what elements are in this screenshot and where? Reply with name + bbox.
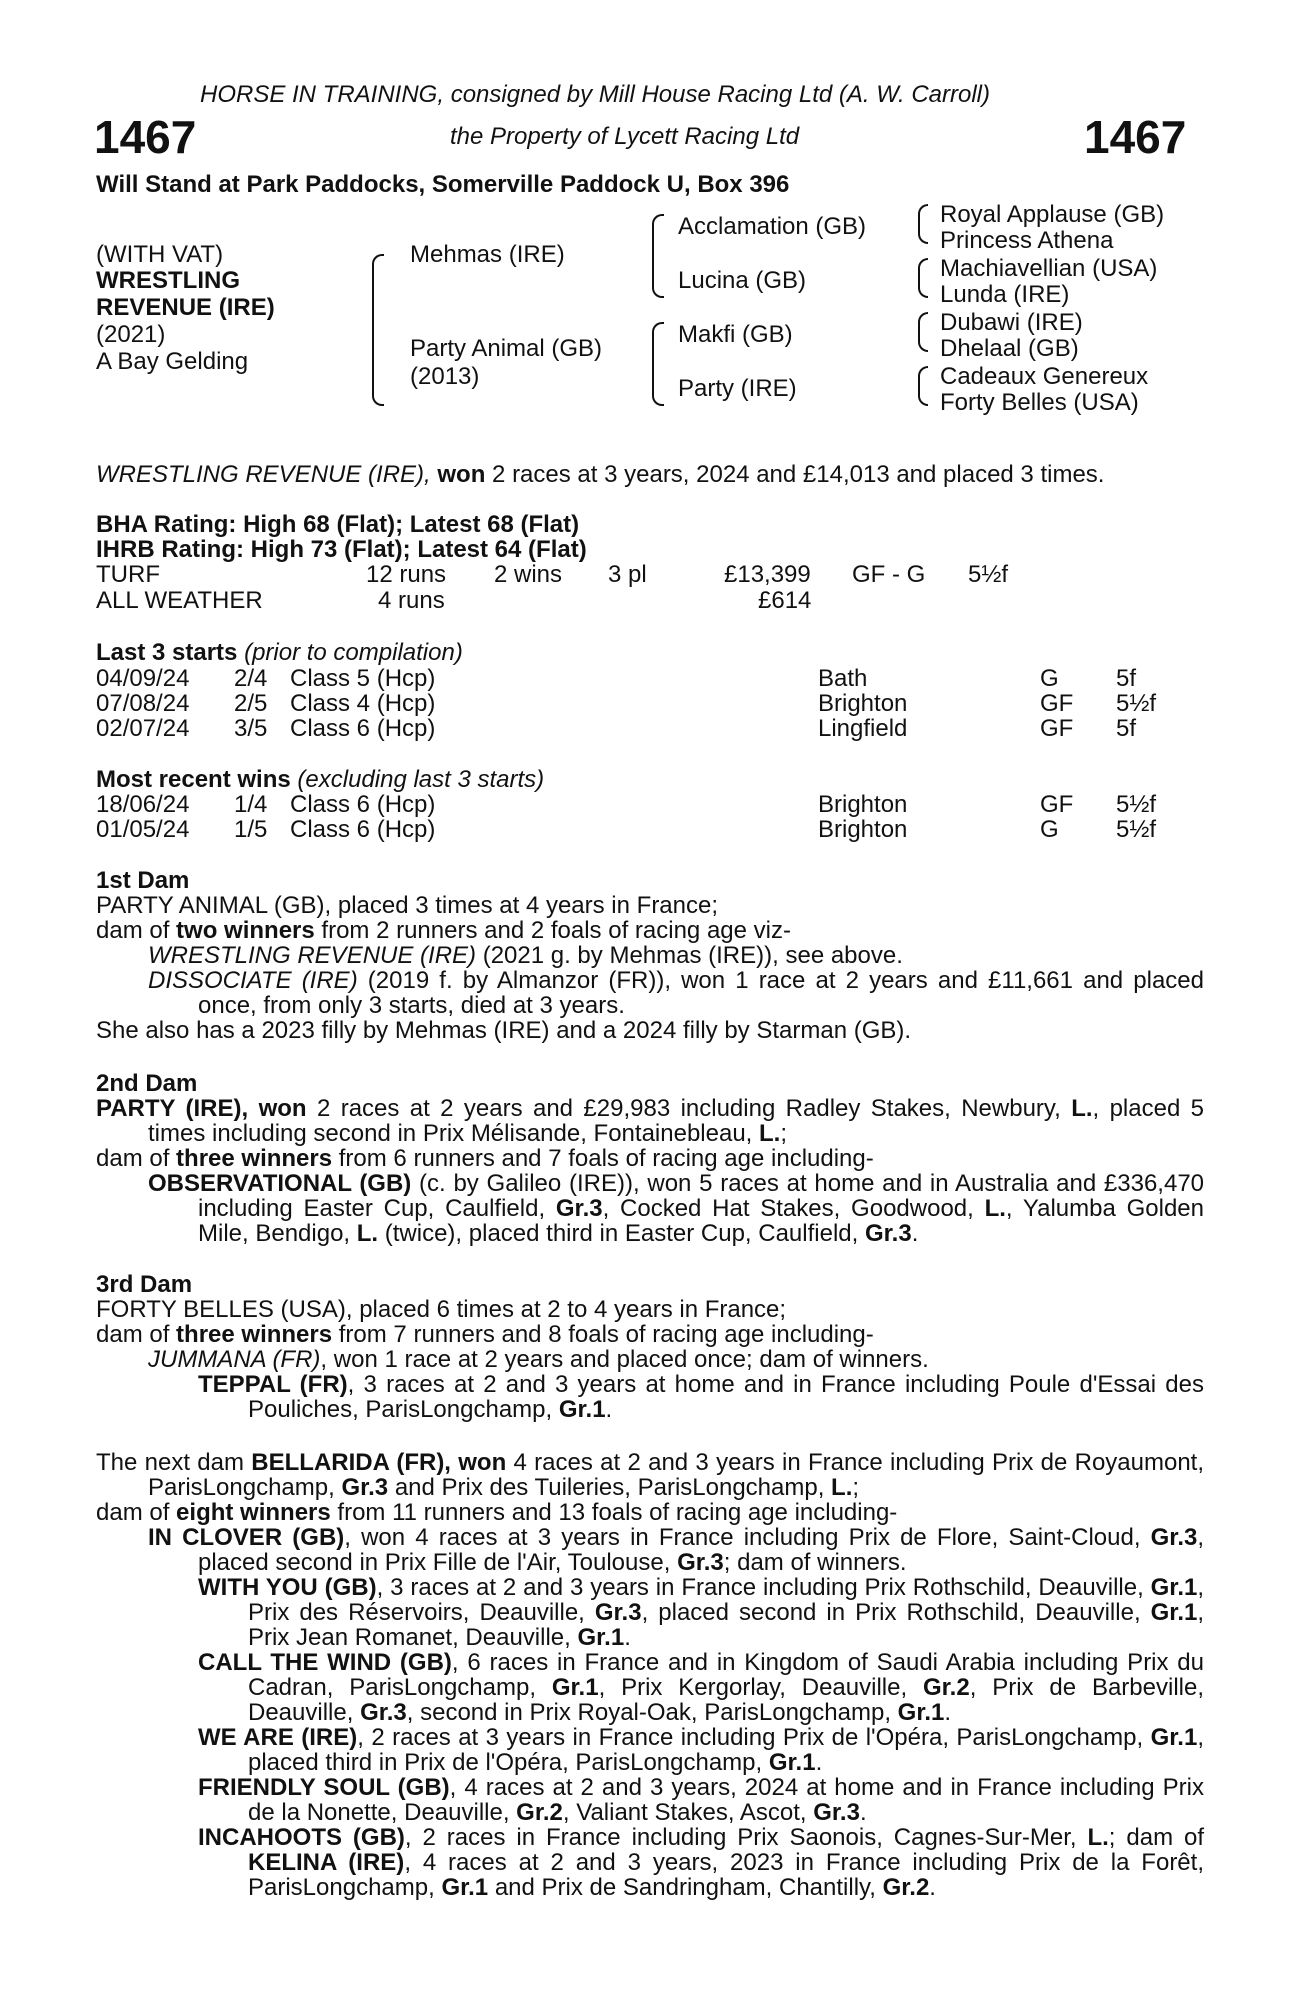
c2f: , placed second in Prix Rothschild, Deauville, bbox=[641, 1599, 1151, 1626]
horse-name-2: REVENUE (IRE) bbox=[96, 294, 275, 321]
dam2-p3b: (c. by Galileo (IRE)), won 5 races at home and in Australia and £336,470 including Easter Cup, Caulfield, bbox=[198, 1170, 1205, 1222]
consignor-line: HORSE IN TRAINING, consigned by Mill House Racing Ltd (A. W. Carroll) bbox=[200, 81, 990, 108]
dam2-p1e: , placed 5 times including second in Prix Mélisande, Fontainebleau, bbox=[148, 1095, 1205, 1147]
pedigree-brace-main bbox=[372, 254, 384, 406]
dam1-l2a: dam of bbox=[96, 917, 177, 944]
dam2-para1 bbox=[96, 1096, 1204, 1146]
last3-date: 07/08/24 bbox=[96, 690, 190, 717]
nextdam-p1c: 4 races at 2 and 3 years in France including Prix de Royaumont, ParisLongchamp, bbox=[148, 1449, 1205, 1501]
c2i: Gr.1 bbox=[577, 1624, 625, 1651]
ggs-brace-3 bbox=[918, 312, 928, 352]
bha-rating: BHA Rating: High 68 (Flat); Latest 68 (Flat) bbox=[96, 511, 580, 538]
c1d: , placed second in Prix Fille de l'Air, Toulouse, bbox=[198, 1524, 1205, 1576]
nextdam-p1e: and Prix des Tuileries, ParisLongchamp, bbox=[388, 1474, 832, 1501]
summary-rest: 2 races at 3 years, 2024 and £14,013 and placed 3 times. bbox=[492, 461, 1105, 488]
c3j: . bbox=[944, 1699, 952, 1726]
recent-heading-row bbox=[96, 767, 544, 793]
c3f: , Prix de Barbeville, Deauville, bbox=[248, 1674, 1204, 1726]
c4d: , placed third in Prix de l'Opéra, ParisLongchamp, bbox=[248, 1724, 1204, 1776]
nextdam-p1b: BELLARIDA (FR), won bbox=[251, 1449, 507, 1476]
pedigree-brace-dam bbox=[652, 322, 664, 406]
c5c: Gr.2 bbox=[516, 1799, 563, 1826]
dam2-p2b: three winners bbox=[176, 1145, 333, 1172]
last3-pos: 3/5 bbox=[234, 715, 268, 742]
surface-turf-dist: 5½f bbox=[968, 561, 1009, 588]
ggs-brace-2 bbox=[918, 258, 928, 298]
dam2-p2a: dam of bbox=[96, 1145, 177, 1172]
recent-dist: 5½f bbox=[1116, 816, 1157, 843]
nextdam-child-1 bbox=[96, 1525, 1204, 1575]
c3b: , 6 races in France and in Kingdom of Saudi Arabia including Prix du Cadran, ParisLongchamp, bbox=[248, 1649, 1205, 1701]
pedigree-brace-sire bbox=[652, 214, 664, 298]
c5d: , Valiant Stakes, Ascot, bbox=[562, 1799, 814, 1826]
c4a: WE ARE (IRE) bbox=[198, 1724, 358, 1751]
nextdam-p1a: The next dam bbox=[96, 1449, 252, 1476]
dam1-line3 bbox=[96, 943, 1204, 968]
c5b: , 4 races at 2 and 3 years, 2024 at home and in France including Prix de la Nonette, Deauville, bbox=[248, 1774, 1204, 1826]
ggs-5: Dubawi (IRE) bbox=[940, 309, 1083, 336]
ggs-8: Forty Belles (USA) bbox=[940, 389, 1139, 416]
c2b: , 3 races at 2 and 3 years in France including Prix Rothschild, Deauville, bbox=[376, 1574, 1151, 1601]
nextdam-p1f: L. bbox=[831, 1474, 853, 1501]
recent-date: 01/05/24 bbox=[96, 816, 190, 843]
race-summary bbox=[96, 462, 1104, 488]
c3e: Gr.2 bbox=[922, 1674, 970, 1701]
c6b: , 2 races in France including Prix Saonois, Cagnes-Sur-Mer, bbox=[404, 1824, 1088, 1851]
stand-location: Will Stand at Park Paddocks, Somerville Paddock U, Box 396 bbox=[96, 171, 790, 198]
recent-going: GF bbox=[1040, 791, 1074, 818]
granddam-1: Lucina (GB) bbox=[678, 267, 807, 294]
c1b: , won 4 races at 3 years in France including Prix de Flore, Saint-Cloud, bbox=[344, 1524, 1151, 1551]
recent-dist: 5½f bbox=[1116, 791, 1157, 818]
ggs-3: Machiavellian (USA) bbox=[940, 255, 1158, 282]
grandsire-2: Makfi (GB) bbox=[678, 321, 793, 348]
c5a: FRIENDLY SOUL (GB) bbox=[198, 1774, 450, 1801]
dam2-p3g: L. bbox=[356, 1220, 379, 1247]
c2e: Gr.3 bbox=[594, 1599, 642, 1626]
c3d: , Prix Kergorlay, Deauville, bbox=[598, 1674, 923, 1701]
dam2-section bbox=[96, 1071, 1204, 1246]
lot-number-left: 1467 bbox=[94, 111, 197, 163]
c3g: Gr.3 bbox=[360, 1699, 407, 1726]
dam3-p4c: Gr.1 bbox=[558, 1396, 606, 1423]
ggs-1: Royal Applause (GB) bbox=[940, 201, 1165, 228]
recent-course: Brighton bbox=[818, 791, 908, 818]
recent-going: G bbox=[1040, 816, 1059, 843]
c6f: , 4 races at 2 and 3 years, 2023 in France including Prix de la Forêt, ParisLongchamp, bbox=[248, 1849, 1204, 1901]
ihrb-rating: IHRB Rating: High 73 (Flat); Latest 64 (Flat) bbox=[96, 536, 587, 563]
recent-class: Class 6 (Hcp) bbox=[290, 816, 436, 843]
c2c: Gr.1 bbox=[1150, 1574, 1198, 1601]
last3-going: G bbox=[1040, 665, 1059, 692]
last3-course: Bath bbox=[818, 665, 868, 692]
c2a: WITH YOU (GB) bbox=[198, 1574, 377, 1601]
recent-date: 18/06/24 bbox=[96, 791, 190, 818]
dam2-p1g: ; bbox=[780, 1120, 788, 1147]
c6i: Gr.2 bbox=[882, 1874, 930, 1901]
last3-going: GF bbox=[1040, 690, 1074, 717]
horse-year: (2021) bbox=[96, 321, 166, 348]
dam3-section bbox=[96, 1272, 1204, 1422]
nextdam-p2a: dam of bbox=[96, 1499, 177, 1526]
recent-course: Brighton bbox=[818, 816, 908, 843]
c2g: Gr.1 bbox=[1150, 1599, 1198, 1626]
dam2-p1c: 2 races at 2 years and £29,983 including Radley Stakes, Newbury, bbox=[306, 1095, 1072, 1122]
last3-course: Brighton bbox=[818, 690, 908, 717]
dam2-p3j: . bbox=[911, 1220, 919, 1247]
summary-won: won bbox=[437, 461, 486, 488]
c4b: , 2 races at 3 years in France including Prix de l'Opéra, ParisLongchamp, bbox=[357, 1724, 1151, 1751]
recent-pos: 1/4 bbox=[234, 791, 268, 818]
dam3-para2 bbox=[96, 1322, 1204, 1347]
last3-heading-row bbox=[96, 640, 463, 666]
c2d: , Prix des Réservoirs, Deauville, bbox=[248, 1574, 1205, 1626]
ggs-2: Princess Athena bbox=[940, 227, 1114, 254]
dam1-l4b: (2019 f. by Almanzor (FR)), won 1 race at 2 years and £11,661 and placed once, from only 3 starts, died at 3 years. bbox=[198, 967, 1204, 1019]
dam2-p1b: won bbox=[248, 1095, 307, 1122]
dam2-p1d: L. bbox=[1071, 1095, 1093, 1122]
nextdam-p1d: Gr.3 bbox=[341, 1474, 389, 1501]
c3h: , second in Prix Royal-Oak, ParisLongchamp, bbox=[406, 1699, 898, 1726]
nextdam-p1g: ; bbox=[852, 1474, 860, 1501]
dam3-p4d: . bbox=[605, 1396, 613, 1423]
surface-aw-runs: 4 runs bbox=[378, 587, 445, 614]
surface-turf-label: TURF bbox=[96, 561, 160, 588]
nextdam-p2b: eight winners bbox=[176, 1499, 331, 1526]
c4f: . bbox=[815, 1749, 823, 1776]
dam2-heading: 2nd Dam bbox=[96, 1070, 198, 1097]
ggs-7: Cadeaux Genereux bbox=[940, 363, 1149, 390]
dam-year: (2013) bbox=[410, 363, 480, 390]
c6c: L. bbox=[1087, 1824, 1109, 1851]
nextdam-child-5 bbox=[96, 1775, 1204, 1825]
dam2-p1a: PARTY (IRE), bbox=[96, 1095, 249, 1122]
c5e: Gr.3 bbox=[813, 1799, 860, 1826]
c3a: CALL THE WIND (GB) bbox=[198, 1649, 452, 1676]
c6e: KELINA (IRE) bbox=[248, 1849, 405, 1876]
c1e: Gr.3 bbox=[677, 1549, 724, 1576]
dam3-para4 bbox=[96, 1372, 1204, 1422]
last3-note: (prior to compilation) bbox=[244, 639, 463, 666]
dam3-heading: 3rd Dam bbox=[96, 1271, 193, 1298]
recent-note: (excluding last 3 starts) bbox=[297, 766, 545, 793]
dam3-p2a: dam of bbox=[96, 1321, 177, 1348]
c3i: Gr.1 bbox=[897, 1699, 945, 1726]
c1f: ; dam of winners. bbox=[723, 1549, 907, 1576]
dam2-p2c: from 6 runners and 7 foals of racing age including- bbox=[332, 1145, 874, 1172]
nextdam-section bbox=[96, 1450, 1204, 1900]
dam1-line5: She also has a 2023 filly by Mehmas (IRE) and a 2024 filly by Starman (GB). bbox=[96, 1017, 912, 1044]
dam2-p3d: , Cocked Hat Stakes, Goodwood, bbox=[602, 1195, 985, 1222]
last3-date: 02/07/24 bbox=[96, 715, 190, 742]
nextdam-para1 bbox=[96, 1450, 1204, 1500]
recent-pos: 1/5 bbox=[234, 816, 268, 843]
c6j: . bbox=[929, 1874, 936, 1901]
dam1-l3a: WRESTLING REVENUE (IRE) bbox=[148, 942, 477, 969]
dam3-p4a: TEPPAL (FR) bbox=[198, 1371, 348, 1398]
dam3-p3a: JUMMANA (FR) bbox=[148, 1346, 321, 1373]
dam1-line2 bbox=[96, 918, 1204, 943]
last3-class: Class 5 (Hcp) bbox=[290, 665, 436, 692]
dam2-p1f: L. bbox=[759, 1120, 781, 1147]
grandsire-1: Acclamation (GB) bbox=[678, 213, 867, 240]
nextdam-child-4 bbox=[96, 1725, 1204, 1775]
nextdam-p2c: from 11 runners and 13 foals of racing age including- bbox=[330, 1499, 898, 1526]
dam2-para2 bbox=[96, 1146, 1204, 1171]
ggs-brace-1 bbox=[918, 204, 928, 244]
dam3-p2b: three winners bbox=[176, 1321, 333, 1348]
c6a: INCAHOOTS (GB) bbox=[198, 1824, 405, 1851]
c4e: Gr.1 bbox=[768, 1749, 816, 1776]
last3-course: Lingfield bbox=[818, 715, 908, 742]
ggs-4: Lunda (IRE) bbox=[940, 281, 1070, 308]
nextdam-child-6 bbox=[96, 1825, 1204, 1900]
dam1-l4a: DISSOCIATE (IRE) bbox=[148, 967, 358, 994]
dam3-p2c: from 7 runners and 8 foals of racing age including- bbox=[332, 1321, 874, 1348]
c6d: ; dam of bbox=[1108, 1824, 1204, 1851]
dam2-p3f: , Yalumba Golden Mile, Bendigo, bbox=[198, 1195, 1204, 1247]
c5f: . bbox=[859, 1799, 867, 1826]
c3c: Gr.1 bbox=[551, 1674, 599, 1701]
last3-date: 04/09/24 bbox=[96, 665, 190, 692]
ggs-6: Dhelaal (GB) bbox=[940, 335, 1079, 362]
recent-heading: Most recent wins bbox=[96, 766, 291, 793]
c2h: , Prix Jean Romanet, Deauville, bbox=[248, 1599, 1205, 1651]
surface-aw-money: £614 bbox=[758, 587, 812, 614]
granddam-2: Party (IRE) bbox=[678, 375, 797, 402]
dam1-section bbox=[96, 868, 1204, 1043]
dam2-p3i: Gr.3 bbox=[864, 1220, 912, 1247]
dam2-p3a: OBSERVATIONAL (GB) bbox=[148, 1170, 412, 1197]
surface-turf-pl: 3 pl bbox=[608, 561, 647, 588]
dam1-l2c: from 2 runners and 2 foals of racing age viz- bbox=[314, 917, 791, 944]
c4c: Gr.1 bbox=[1150, 1724, 1198, 1751]
dam3-para1: FORTY BELLES (USA), placed 6 times at 2 to 4 years in France; bbox=[96, 1296, 787, 1323]
last3-dist: 5½f bbox=[1116, 690, 1157, 717]
last3-class: Class 6 (Hcp) bbox=[290, 715, 436, 742]
surface-turf-runs: 12 runs bbox=[366, 561, 447, 588]
nextdam-para2 bbox=[96, 1500, 1204, 1525]
dam2-p3c: Gr.3 bbox=[555, 1195, 603, 1222]
surface-turf-going: GF - G bbox=[852, 561, 926, 588]
dam2-para3 bbox=[96, 1171, 1204, 1246]
dam1-heading: 1st Dam bbox=[96, 867, 190, 894]
recent-class: Class 6 (Hcp) bbox=[290, 791, 436, 818]
dam3-p4b: , 3 races at 2 and 3 years at home and in France including Poule d'Essai des Pouliches, ParisLongchamp, bbox=[248, 1371, 1205, 1423]
nextdam-child-2 bbox=[96, 1575, 1204, 1650]
last3-dist: 5f bbox=[1116, 665, 1137, 692]
c2j: . bbox=[624, 1624, 631, 1651]
sire: Mehmas (IRE) bbox=[410, 241, 565, 268]
lot-number-right: 1467 bbox=[1084, 111, 1187, 163]
last3-going: GF bbox=[1040, 715, 1074, 742]
c6g: Gr.1 bbox=[441, 1874, 489, 1901]
dam1-line1: PARTY ANIMAL (GB), placed 3 times at 4 years in France; bbox=[96, 892, 719, 919]
dam2-p3e: L. bbox=[984, 1195, 1006, 1222]
surface-aw-label: ALL WEATHER bbox=[96, 587, 263, 614]
surface-turf-money: £13,399 bbox=[724, 561, 811, 588]
dam3-p3b: , won 1 race at 2 years and placed once; dam of winners. bbox=[320, 1346, 929, 1373]
last3-pos: 2/5 bbox=[234, 690, 268, 717]
ggs-brace-4 bbox=[918, 366, 928, 406]
last3-class: Class 4 (Hcp) bbox=[290, 690, 436, 717]
horse-description: A Bay Gelding bbox=[96, 348, 249, 375]
horse-name-1: WRESTLING bbox=[96, 267, 240, 294]
dam3-para3 bbox=[96, 1347, 1204, 1372]
dam: Party Animal (GB) bbox=[410, 335, 603, 362]
dam1-line4 bbox=[96, 968, 1204, 1018]
surface-turf-wins: 2 wins bbox=[494, 561, 563, 588]
c1c: Gr.3 bbox=[1150, 1524, 1198, 1551]
c1a: IN CLOVER (GB) bbox=[148, 1524, 345, 1551]
property-line: the Property of Lycett Racing Ltd bbox=[450, 123, 800, 150]
dam2-p3h: (twice), placed third in Easter Cup, Caulfield, bbox=[378, 1220, 865, 1247]
vat-note: (WITH VAT) bbox=[96, 241, 224, 268]
last3-pos: 2/4 bbox=[234, 665, 268, 692]
c6h: and Prix de Sandringham, Chantilly, bbox=[488, 1874, 883, 1901]
nextdam-child-3 bbox=[96, 1650, 1204, 1725]
dam1-l2b: two winners bbox=[176, 917, 315, 944]
last3-dist: 5f bbox=[1116, 715, 1137, 742]
summary-name: WRESTLING REVENUE (IRE), bbox=[96, 461, 431, 488]
dam1-l3b: (2021 g. by Mehmas (IRE)), see above. bbox=[476, 942, 903, 969]
last3-heading: Last 3 starts bbox=[96, 639, 238, 666]
